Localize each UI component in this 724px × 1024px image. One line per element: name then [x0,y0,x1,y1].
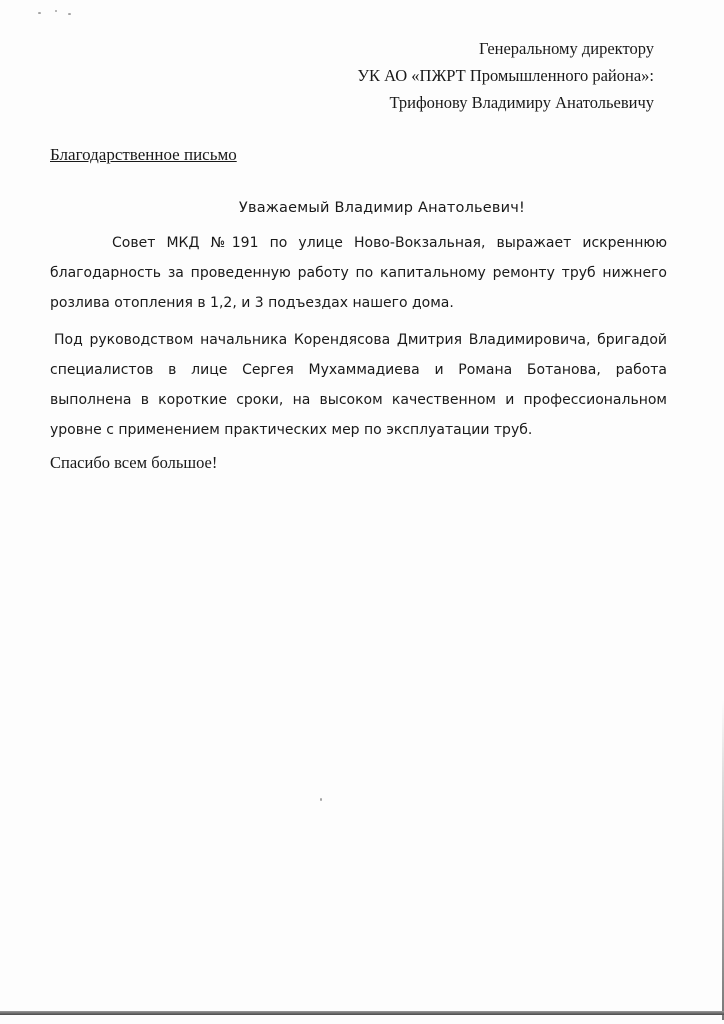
body-paragraph-2: Под руководством начальника Корендясова Дмитрия Владимировича, бригадой специалистов в лице Сергея Мухаммадиева и Романа Ботанова, работа выполнена в короткие сроки, на высоком качественном и профессиональном уровне с применением практических мер по эксплуатации труб. [50,332,667,438]
scan-bottom-edge [0,1011,724,1015]
scan-speck [320,798,322,801]
scan-speck [55,10,57,12]
body-paragraph-1: Совет МКД №191 по улице Ново-Вокзальная, выражает искреннюю благодарность за проведенную работу по капитальному ремонту труб нижнего розлива отопления в 1,2, и 3 подъездах нашего дома. [50,235,667,311]
recipient-position: Генеральному директору [479,39,654,58]
scan-speck [68,13,71,15]
recipient-organization: УК АО «ПЖРТ Промышленного района»: [357,66,654,85]
scan-speck [38,12,41,14]
closing-line: Спасибо всем большое! [50,453,218,472]
salutation: Уважаемый Владимир Анатольевич! [238,200,526,216]
recipient-name: Трифонову Владимиру Анатольевичу [389,93,654,112]
document-title: Благодарственное письмо [50,145,237,164]
recipient-block [357,35,654,116]
